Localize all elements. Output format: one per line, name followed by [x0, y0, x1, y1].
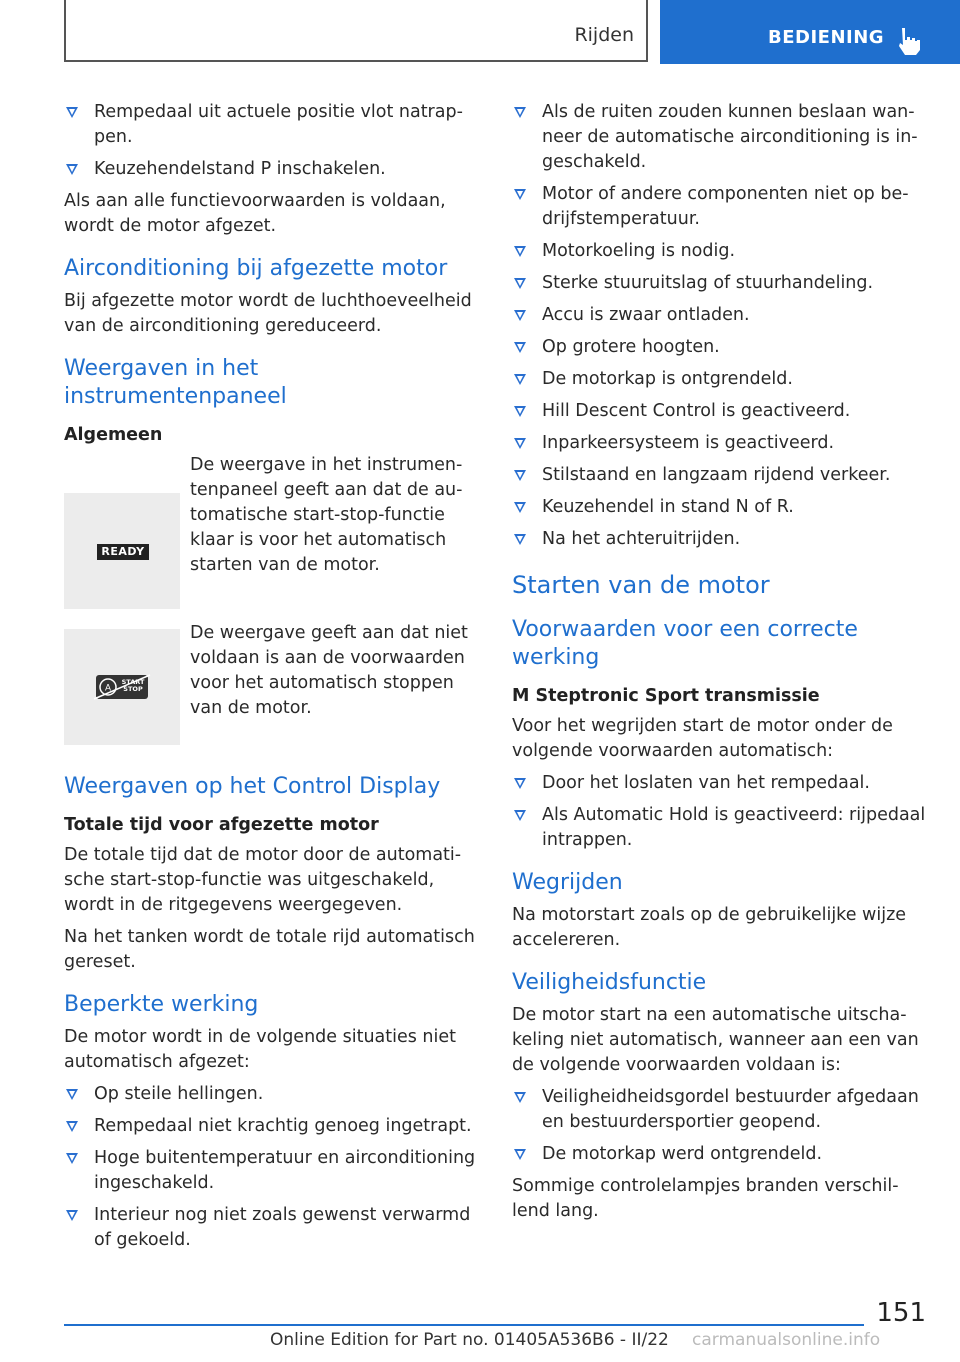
triangle-bullet-icon: [514, 310, 526, 321]
list-item: [512, 399, 926, 424]
list-item-text: Op steile hellingen.: [94, 1084, 264, 1104]
paragraph: Na het tanken wordt de totale rijd automatisch gereset.: [64, 927, 475, 972]
list-item-text: Als Automatic Hold is geactiveerd: rijpedaal intrappen.: [542, 805, 926, 850]
list-item: [512, 367, 926, 392]
list-item-text: Inparkeersysteem is geactiveerd.: [542, 433, 835, 453]
list-item: [512, 771, 926, 796]
paragraph: Als aan alle functievoorwaarden is voldaan, wordt de motor afgezet.: [64, 191, 446, 236]
triangle-bullet-icon: [514, 278, 526, 289]
subheading: Totale tijd voor afgezette motor: [64, 815, 379, 835]
footer-rule: [64, 1324, 864, 1326]
ready-indicator-image: [64, 493, 180, 609]
list-item-text: Keuzehendelstand P inschakelen.: [94, 159, 386, 179]
list-item-text: Sterke stuuruitslag of stuurhandeling.: [542, 273, 874, 293]
paragraph: Na motorstart zoals op de gebruikelijke wijze accelereren.: [512, 905, 907, 950]
list-item-text: Na het achteruitrijden.: [542, 529, 741, 549]
list-item: [512, 239, 926, 264]
triangle-bullet-icon: [514, 107, 526, 118]
list-item-text: Motorkoeling is nodig.: [542, 241, 736, 261]
triangle-bullet-icon: [66, 107, 78, 118]
list-item: [64, 1114, 476, 1139]
list-item-text: Door het loslaten van het rempedaal.: [542, 773, 870, 793]
pointing-hand-icon: [896, 26, 922, 56]
list-item: [512, 182, 926, 232]
list-item-text: Interieur nog niet zoals gewenst verwarmd of gekoeld.: [94, 1205, 471, 1250]
paragraph: De motor wordt in de volgende situaties niet automatisch afgezet:: [64, 1027, 457, 1072]
figure-caption: De weergave in het instrumentenpaneel geeft aan dat de automatische start-stop-functie klaar is voor het automatisch starten van de motor.: [190, 455, 463, 575]
triangle-bullet-icon: [514, 342, 526, 353]
triangle-bullet-icon: [514, 778, 526, 789]
heading: Beperkte werking: [64, 992, 259, 1017]
list-item: [512, 1085, 926, 1135]
start-stop-figure: [64, 621, 476, 757]
heading: Veiligheidsfunctie: [512, 970, 707, 995]
triangle-bullet-icon: [514, 810, 526, 821]
svg-text:A: A: [104, 682, 112, 693]
triangle-bullet-icon: [514, 502, 526, 513]
heading: Weergaven op het Control Display: [64, 774, 441, 799]
triangle-bullet-icon: [514, 189, 526, 200]
left-column: [64, 100, 476, 1260]
list-item: [512, 527, 926, 552]
triangle-bullet-icon: [514, 1092, 526, 1103]
ready-label: READY: [97, 544, 149, 560]
list-item: [512, 335, 926, 360]
triangle-bullet-icon: [514, 374, 526, 385]
list-item: [512, 495, 926, 520]
list-item: [64, 157, 476, 182]
header-section-box: [64, 0, 648, 62]
list-item: [64, 100, 476, 150]
triangle-bullet-icon: [514, 470, 526, 481]
list-item-text: Hill Descent Control is geactiveerd.: [542, 401, 851, 421]
list-item: [512, 803, 926, 853]
list-item-text: Stilstaand en langzaam rijdend verkeer.: [542, 465, 891, 485]
list-item: [64, 1082, 476, 1107]
list-item: [64, 1203, 476, 1253]
triangle-bullet-icon: [514, 246, 526, 257]
watermark: carmanualsonline.info: [692, 1330, 881, 1350]
list-item-text: Op grotere hoogten.: [542, 337, 720, 357]
list-item-text: Rempedaal niet krachtig genoeg ingetrapt.: [94, 1116, 472, 1136]
list-item-text: Motor of andere componenten niet op bedrijfstemperatuur.: [542, 184, 909, 229]
page-number: 151: [876, 1298, 926, 1328]
list-item: [512, 1142, 926, 1167]
figure-caption: De weergave geeft aan dat niet voldaan is aan de voorwaarden voor het automatisch stoppen van de motor.: [190, 623, 468, 718]
right-column: [512, 100, 926, 1231]
list-item: [512, 303, 926, 328]
list-item: [512, 431, 926, 456]
header-section-title: Rijden: [574, 24, 634, 46]
paragraph: Voor het wegrijden start de motor onder de volgende voorwaarden automatisch:: [512, 716, 893, 761]
triangle-bullet-icon: [514, 406, 526, 417]
ready-figure: [64, 453, 476, 613]
list-item: [512, 463, 926, 488]
paragraph: De motor start na een automatische uitschakeling niet automatisch, wanneer aan een van de volgende voorwaarden voldaan is:: [512, 1005, 919, 1075]
list-item: [512, 100, 926, 175]
triangle-bullet-icon: [514, 1149, 526, 1160]
paragraph: Bij afgezette motor wordt de luchthoeveelheid van de airconditioning gereduceerd.: [64, 291, 472, 336]
list-item-text: Rempedaal uit actuele positie vlot natrap- pen.: [94, 102, 463, 147]
paragraph: Sommige controlelampjes branden verschillend lang.: [512, 1176, 899, 1221]
triangle-bullet-icon: [66, 1153, 78, 1164]
footer-edition: Online Edition for Part no. 01405A536B6 - II/22: [270, 1330, 669, 1350]
list-item-text: De motorkap werd ontgrendeld.: [542, 1144, 823, 1164]
list-item-text: Accu is zwaar ontladen.: [542, 305, 750, 325]
list-item-text: Keuzehendel in stand N of R.: [542, 497, 794, 517]
start-stop-label: START STOP: [121, 678, 145, 693]
list-item: [64, 1146, 476, 1196]
heading: Voorwaarden voor een correcte werking: [512, 617, 858, 670]
triangle-bullet-icon: [66, 164, 78, 175]
list-item-text: Als de ruiten zouden kunnen beslaan wanneer de automatische airconditioning is ingeschakeld.: [542, 102, 918, 172]
paragraph: De totale tijd dat de motor door de automatische start-stop-functie was uitgeschakeld, wordt in de ritgegevens weergegeven.: [64, 845, 462, 915]
heading: Wegrijden: [512, 870, 623, 895]
list-item-text: Hoge buitentemperatuur en airconditioning ingeschakeld.: [94, 1148, 476, 1193]
heading: Starten van de motor: [512, 571, 770, 599]
subheading: Algemeen: [64, 425, 163, 445]
triangle-bullet-icon: [66, 1089, 78, 1100]
heading: Airconditioning bij afgezette motor: [64, 256, 448, 281]
triangle-bullet-icon: [66, 1121, 78, 1132]
header-chapter-title: BEDIENING: [768, 27, 885, 48]
triangle-bullet-icon: [66, 1210, 78, 1221]
triangle-bullet-icon: [514, 534, 526, 545]
list-item-text: De motorkap is ontgrendeld.: [542, 369, 793, 389]
start-stop-indicator-image: [64, 629, 180, 745]
subheading: M Steptronic Sport transmissie: [512, 686, 820, 706]
triangle-bullet-icon: [514, 438, 526, 449]
list-item: [512, 271, 926, 296]
header-chapter-tab[interactable]: [660, 0, 960, 64]
list-item-text: Veiligheidheidsgordel bestuurder afgedaan en bestuurdersportier geopend.: [542, 1087, 919, 1132]
heading: Weergaven in het instrumentenpaneel: [64, 356, 287, 409]
